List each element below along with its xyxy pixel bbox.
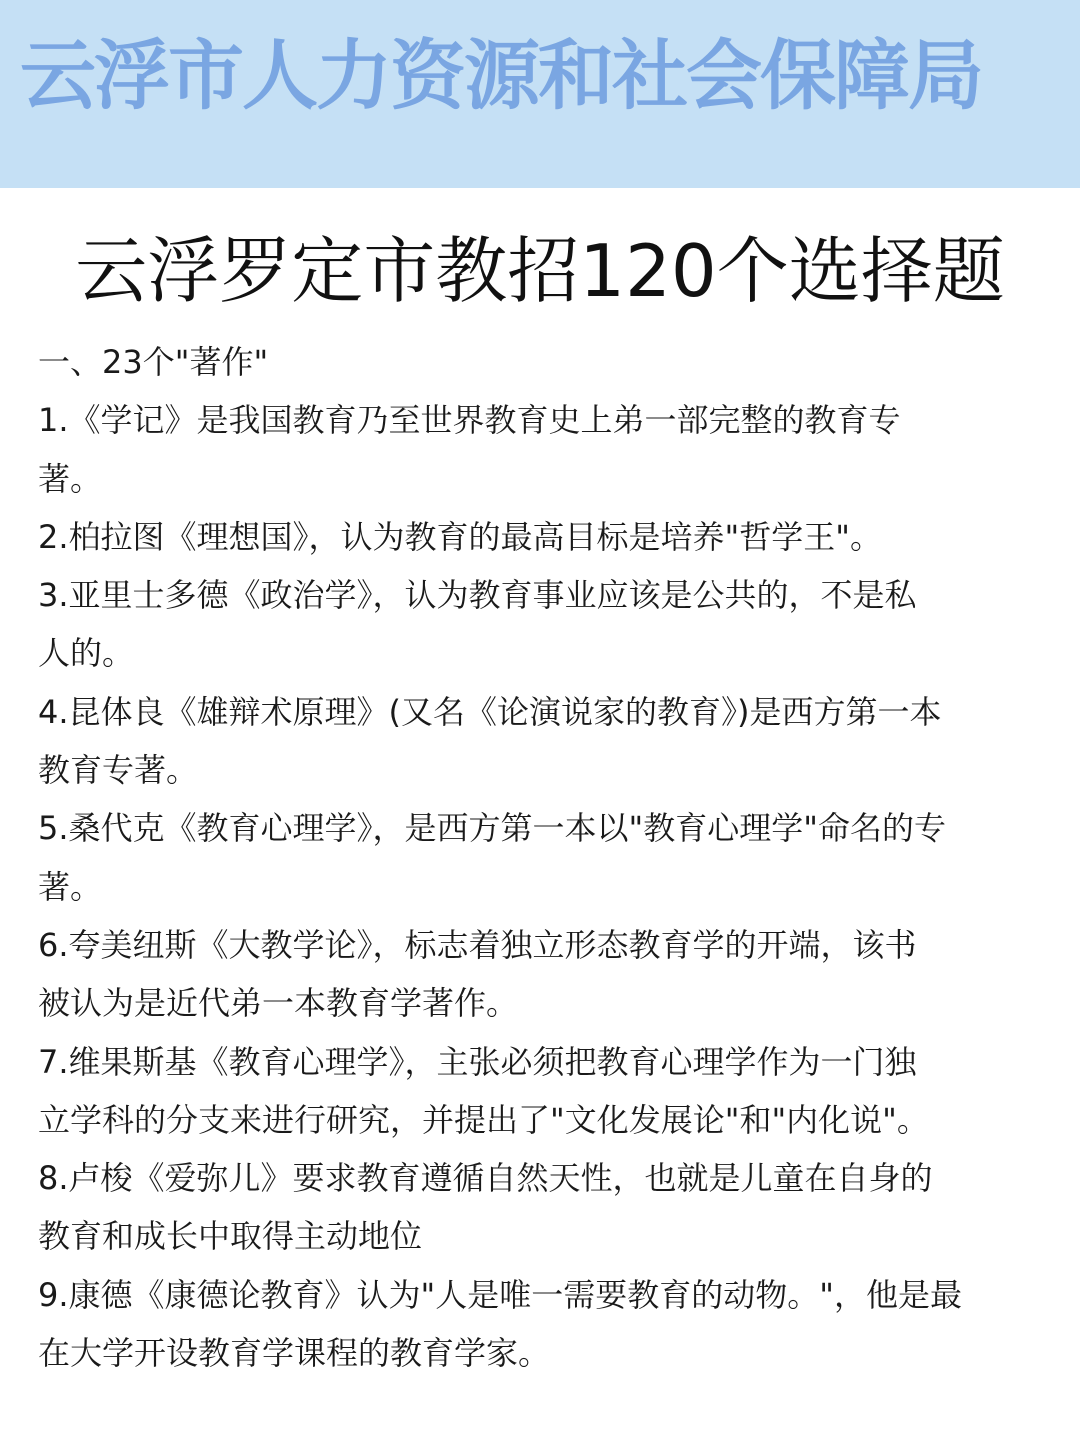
text-line: 8.卢梭《爱弥儿》要求教育遵循自然天性，也就是儿童在自身的: [38, 1159, 933, 1198]
text-line: 著。: [38, 867, 103, 906]
text-line: 立学科的分支来进行研究，并提出了"文化发展论"和"内化说"。: [38, 1100, 929, 1139]
page-title: 云浮罗定市教招120个选择题: [75, 229, 1005, 313]
article-body: [38, 333, 1028, 1382]
text-line: 人的。: [38, 634, 135, 673]
banner-title: 云浮市人力资源和社会保障局: [20, 31, 982, 120]
text-line: 教育专著。: [38, 751, 199, 790]
text-line: 2.柏拉图《理想国》，认为教育的最高目标是培养"哲学王"。: [38, 517, 882, 556]
text-line: 9.康德《康德论教育》认为"人是唯一需要教育的动物。"，他是最: [38, 1275, 962, 1314]
text-line: 在大学开设教育学课程的教育学家。: [38, 1334, 551, 1373]
text-line: 6.夸美纽斯《大教学论》，标志着独立形态教育学的开端，该书: [38, 925, 917, 964]
text-line: 1.《学记》是我国教育乃至世界教育史上弟一部完整的教育专: [38, 401, 901, 440]
text-line: 4.昆体良《雄辩术原理》(又名《论演说家的教育》)是西方第一本: [38, 692, 942, 731]
section-heading: 一、23个"著作": [38, 343, 269, 381]
text-line: 3.亚里士多德《政治学》，认为教育事业应该是公共的，不是私: [38, 576, 917, 615]
text-line: 5.桑代克《教育心理学》，是西方第一本以"教育心理学"命名的专: [38, 809, 946, 848]
text-line: 被认为是近代弟一本教育学著作。: [38, 984, 519, 1023]
text-line: 教育和成长中取得主动地位: [38, 1217, 423, 1256]
text-line: 著。: [38, 459, 103, 498]
text-line: 7.维果斯基《教育心理学》，主张必须把教育心理学作为一门独: [38, 1042, 917, 1081]
header-banner: [0, 0, 1080, 188]
